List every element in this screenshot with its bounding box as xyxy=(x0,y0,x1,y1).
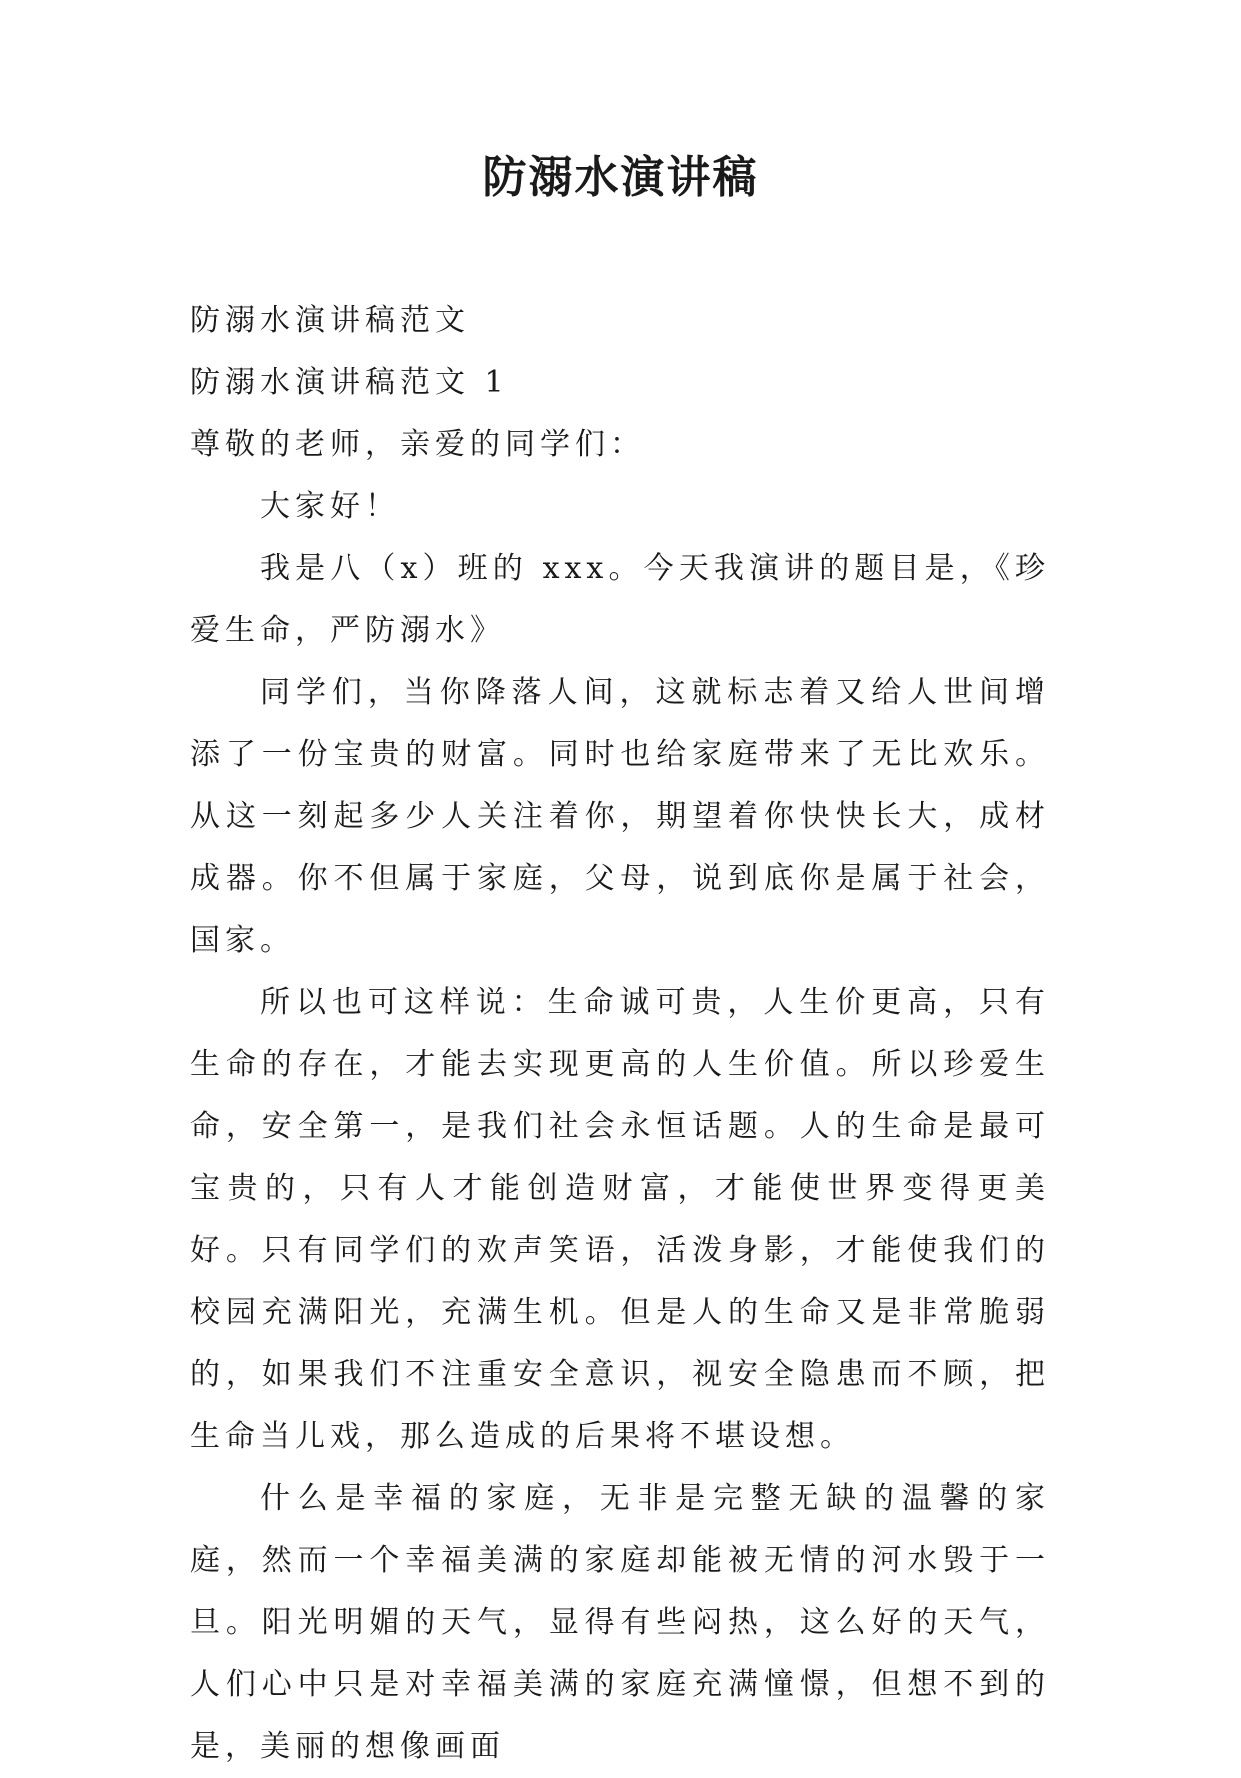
section-heading: 防溺水演讲稿范文 1 xyxy=(190,365,509,400)
body-paragraph: 所以也可这样说：生命诚可贵，人生价更高，只有生命的存在，才能去实现更高的人生价值。所以珍爱生命，安全第一，是我们社会永恒话题。人的生命是最可宝贵的，只有人才能创造财富，才能使世界变得更美好。只有同学们的欢声笑语，活泼身影，才能使我们的校园充满阳光，充满生机。但是人的生命又是非常脆弱的，如果我们不注重安全意识，视安全隐患而不顾，把生命当儿戏，那么造成的后果将不堪设想。 xyxy=(190,985,1050,1454)
greeting-paragraph: 大家好！ xyxy=(260,489,400,524)
salutation-line: 尊敬的老师，亲爱的同学们： xyxy=(190,427,645,462)
body-paragraph: 同学们，当你降落人间，这就标志着又给人世间增添了一份宝贵的财富。同时也给家庭带来了无比欢乐。从这一刻起多少人关注着你，期望着你快快长大，成材成器。你不但属于家庭，父母，说到底你是属于社会，国家。 xyxy=(190,675,1050,958)
intro-paragraph: 我是八（x）班的 xxx。今天我演讲的题目是，《珍爱生命，严防溺水》 xyxy=(190,551,1050,648)
subtitle-line: 防溺水演讲稿范文 xyxy=(190,303,470,338)
document-title: 防溺水演讲稿 xyxy=(482,152,759,203)
document-body xyxy=(190,290,1050,1778)
body-paragraph: 什么是幸福的家庭，无非是完整无缺的温馨的家庭，然而一个幸福美满的家庭却能被无情的河水毁于一旦。阳光明媚的天气，显得有些闷热，这么好的天气，人们心中只是对幸福美满的家庭充满憧憬，但想不到的是，美丽的想像画面 xyxy=(190,1481,1050,1764)
